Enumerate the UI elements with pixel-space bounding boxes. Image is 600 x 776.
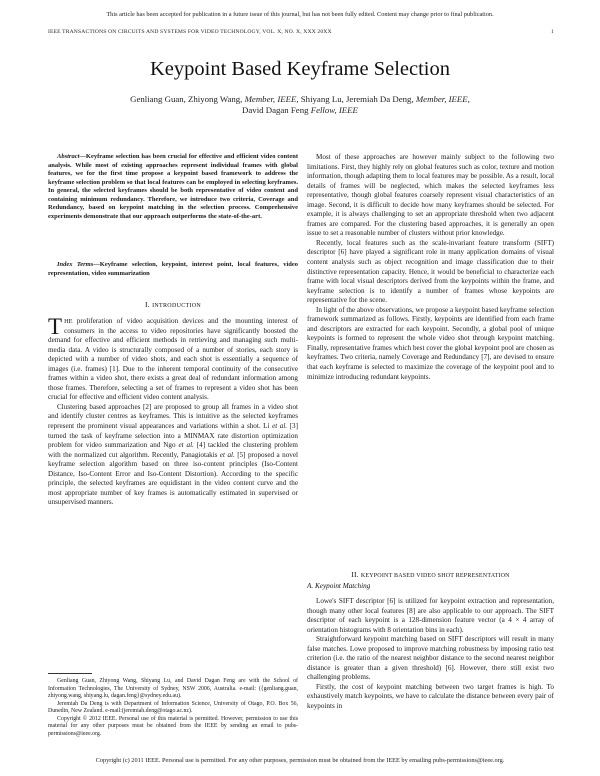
running-header	[48, 29, 554, 35]
page-number: 1	[551, 29, 554, 35]
author-list	[60, 94, 540, 117]
authors-names-1: Genliang Guan, Zhiyong Wang,	[130, 94, 243, 104]
subsection-a-body	[307, 597, 554, 712]
footnote-copyright: Copyright © 2012 IEEE. Personal use of this material is permitted. However, permission to use this material for any other purposes must be obtained from the IEEE by sending an email to pubs-permissions@ieee.org.	[48, 715, 298, 737]
intro-paragraph-1: proliferation of video acquisition devices and the mounting interest of consumers in the access to video repositories have significantly boosted the demand for effective and efficient methods in retrieving and managing such multi-media data. A video is structurally composed of a number of stories, each story is depicted with a number of video shots, and each shot is essentially a sequence of images (i.e. frames) [1]. Due to the inherent temporal continuity of the consecutive frames within a video shot, there exists a great deal of redundant information among those frames. Therefore, selecting a set of frames to represent a video shot has been crucial for effective and efficient video content analysis.	[48, 317, 298, 402]
intro-paragraph-2b: [3] turned the task of keyframe selection into a MINMAX rate distortion optimization problem for video summarization and Ngo	[48, 422, 298, 450]
etal-2: et al.	[178, 441, 194, 450]
footnote-affiliation-2: Jeremiah Da Deng is with Department of Information Science, University of Otago, P.O. Box 56, Dunedin, New Zealand. e-mail:(jeremiah.deng@otago.ac.nz).	[48, 700, 298, 714]
author-membership-1: Member, IEEE,	[244, 94, 299, 104]
copyright-footer: Copyright (c) 2011 IEEE. Personal use is permitted. For any other purposes, permission must be obtained from the IEEE by emailing pubs-permissions@ieee.org.	[95, 757, 505, 764]
footnote-divider	[48, 673, 92, 674]
section-heading-2	[307, 570, 554, 579]
introduction-body	[48, 314, 298, 508]
author-membership-2: Member, IEEE,	[415, 94, 470, 104]
right-paragraph-5: Straightforward keypoint matching based on SIFT descriptors will result in many false matches. Lowe proposed to improve matching robustness by imposing ratio test criterion (i.e. the ratio of the nearest neighbor distance to the second nearest neighbor distance is greater than a given threshold) [6]. However, there still exist two challenging problems.	[307, 635, 554, 682]
right-paragraph-3: In light of the above observations, we propose a keypoint based keyframe selection framework summarized as follows. Firstly, keypoints are identified from each frame and descriptors are extracted for each keypoint. Secondly, a global pool of unique keypoints is formed to represent the whole video shot through keypoint matching. Finally, representative frames which best cover the global keypoint pool are chosen as keyframes. Two criteria, namely Coverage and Redundancy [7], are devised to ensure that each keyframe is selected to maximize the coverage of the keypoint pool and to minimize introducing redundant keypoints.	[307, 305, 554, 381]
right-paragraph-4: Lowe's SIFT descriptor [6] is utilized for keypoint extraction and representation, though many other local features [8] are also applicable to our approach. The SIFT descriptor of each keypoint is a 128-dimension feature vector (a 4 × 4 array of orientation histograms with 8 orientation bins in each).	[307, 597, 554, 634]
etal-1: et al.	[272, 422, 288, 431]
drop-cap: T	[48, 314, 63, 339]
section-number: I.	[144, 300, 150, 309]
index-terms-label: Index Terms	[57, 261, 94, 268]
index-terms-text: —Keyframe selection, keypoint, interest point, local features, video representation, video summarization	[48, 261, 298, 277]
journal-header: IEEE TRANSACTIONS ON CIRCUITS AND SYSTEMS FOR VIDEO TECHNOLOGY, VOL. X, NO. X, XXX 20XX	[48, 29, 332, 35]
abstract-text: —Keyframe selection has been crucial for effective and efficient video content analysis. While most of existing approaches represent individual frames with global features, we for the first time propose a keypoint based framework to address the keyframe selection problem so that local features can be employed in selecting keyframes. In general, the selected keyframes should be both representative of video content and containing minimum redundancy. Therefore, we introduce two criteria, Coverage and Redundancy, based on keypoint matching in the selection process. Comprehensive experiments demonstrate that our approach outperforms the state-of-the-art.	[48, 153, 298, 220]
intro-paragraph-2a: Clustering based approaches [2] are proposed to group all frames in a video shot and identify cluster centres as keyframes. This is intuitive as the selected keyframes represent the prominent visual appearances and variations within a shot. Li	[48, 402, 298, 431]
author-name-3: David Dagan Feng	[242, 105, 309, 116]
author-fellow: Fellow, IEEE	[310, 105, 358, 116]
abstract-label: Abstract	[57, 153, 80, 160]
section-title: KEYPOINT BASED VIDEO SHOT REPRESENTATION	[360, 573, 510, 579]
section-title: INTRODUCTION	[152, 303, 202, 309]
publication-notice: This article has been accepted for publication in a future issue of this journal, but has not been fully edited. Content may change prior to final publication.	[106, 11, 494, 18]
section-heading-introduction	[48, 300, 298, 309]
intro-paragraph-2c: [4] tackled the clustering problem with the normalized cut algorithm. Recently, Panagiotakis	[48, 441, 298, 459]
footnote-affiliation-1: Genliang Guan, Zhiyong Wang, Shiyang Lu, and David Dagan Feng are with the School of Information Technologies, The University of Sydney, NSW 2006, Australia. e-mail: ({genliang.guan, zhiyong.wang, shiyang.lu, dagan.feng}@sydney.edu.au).	[48, 678, 298, 699]
paper-title: Keypoint Based Keyframe Selection	[149, 58, 450, 80]
right-column-body	[307, 153, 554, 382]
intro-lead-word: HE	[64, 318, 73, 325]
section-number: II.	[351, 570, 359, 579]
index-terms	[48, 261, 298, 278]
right-paragraph-2: Recently, local features such as the scale-invariant feature transform (SIFT) descriptor [6] have played a significant role in many application domains of visual content analysis such as object recognition and image classification due to their distinctive representation capacity. Hence, it would be beneficial to characterize each frame with local visual descriptors derived from the keypoints within the frame, and keyframe selection is to identify a number of frames whose keypoints are representative for the scene.	[307, 238, 554, 305]
right-paragraph-6: Firstly, the cost of keypoint matching between two target frames is high. To exhaustively match keypoints, we have to calculate the distance between every pair of keypoints in	[307, 682, 554, 711]
abstract	[48, 153, 298, 221]
right-paragraph-1: Most of these approaches are however mainly subject to the following two limitations. First, they highly rely on global features such as color, texture and motion information, though adapting them to local features may be possible. As a result, local details of frames will be neglected, which makes the selected keyframes less representative, though global features coarsely represent visual characteristics of an image. Second, it is difficult to decide how many keyframes should be selected. For example, it is always challenging to set an appropriate threshold when two adjacent frames are compared. For the clustering based approaches, it is generally an open issue to set a reasonable number of clusters without prior knowledge.	[307, 153, 554, 238]
subsection-heading-a: A. Keypoint Matching	[307, 582, 371, 590]
footnotes	[48, 678, 298, 738]
authors-names-2: Shiyang Lu, Jeremiah Da Deng,	[300, 94, 414, 104]
etal-3: et al.	[219, 450, 235, 459]
intro-paragraph-2d: [5] proposed a novel keyframe selection algorithm based on three iso-content principles (Iso-Content Distance, Iso-Content Error and Iso-Content Distortion). According to the specific principle, the selected keyframes are equidistant in the video content curve and the most appropriate number of key frames is automatically estimated in supervised or unsupervised manners.	[48, 450, 298, 507]
